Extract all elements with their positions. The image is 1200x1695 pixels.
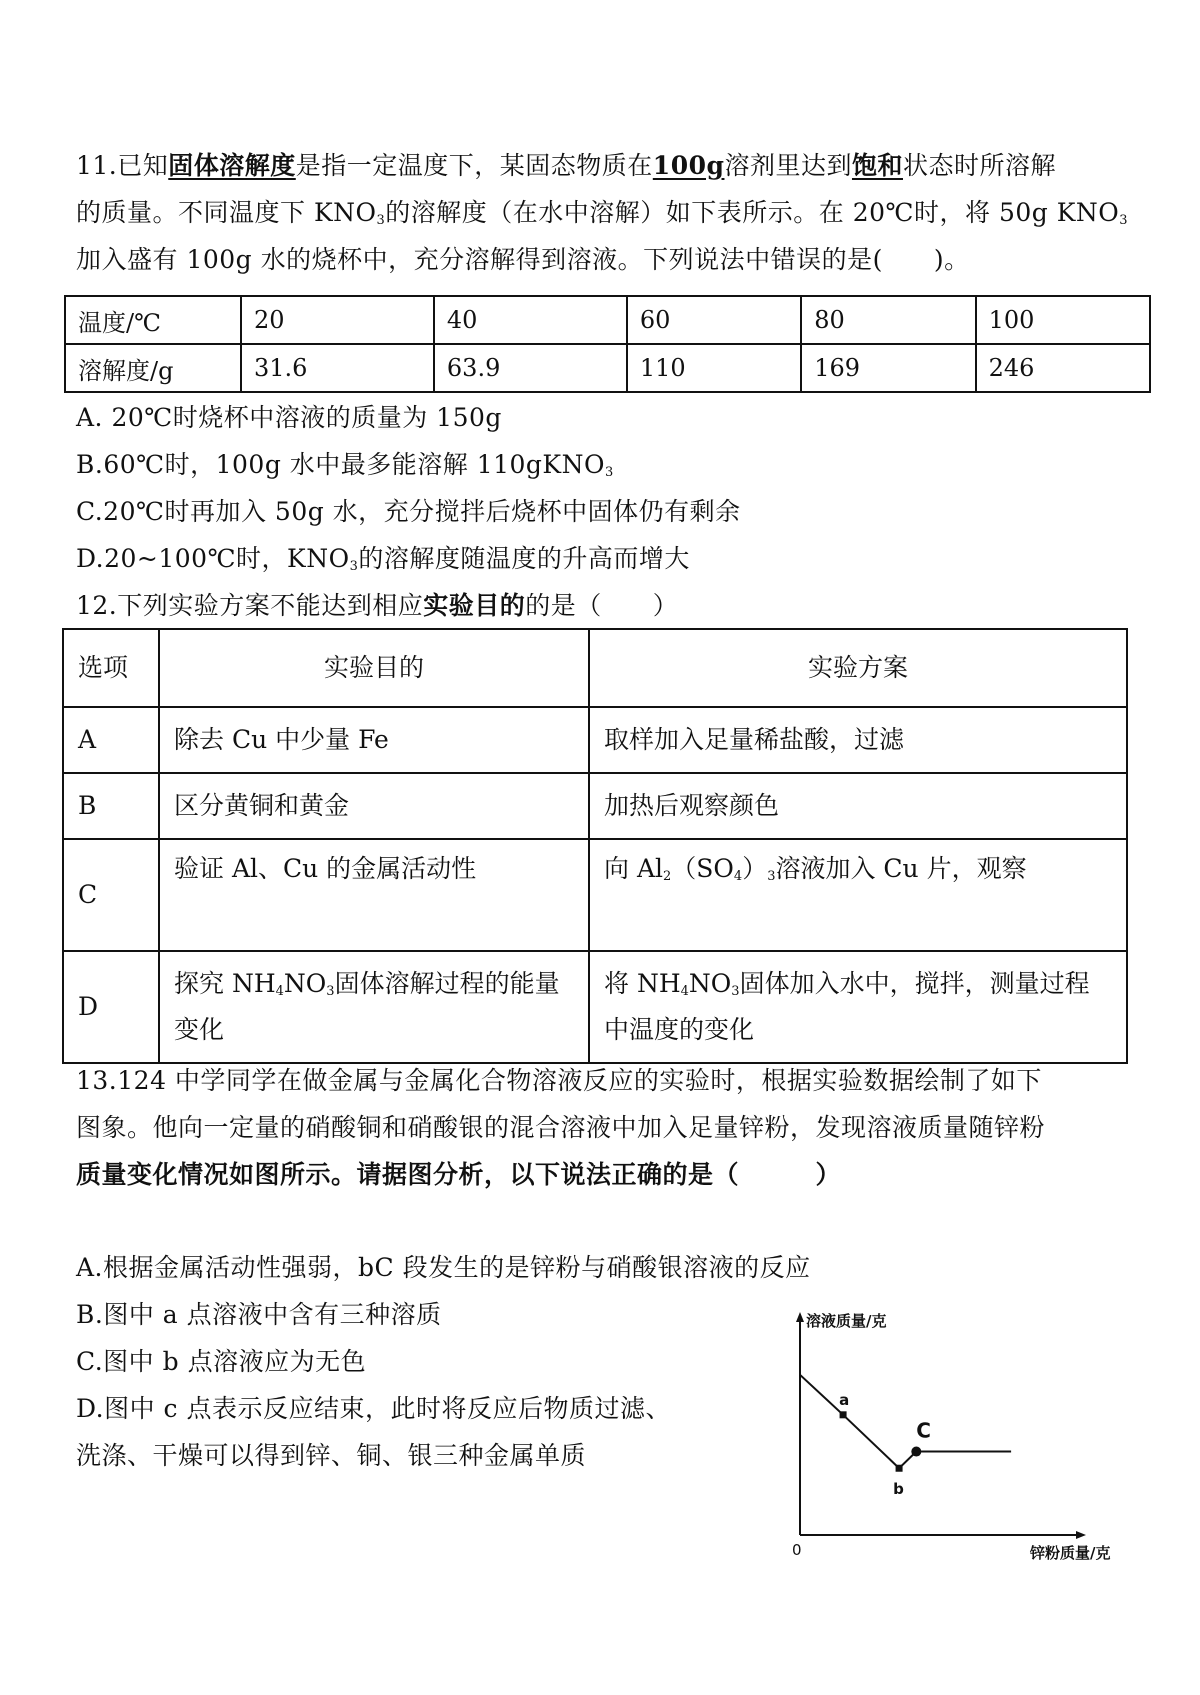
q13-stem-line2: 图象。他向一定量的硝酸铜和硝酸银的混合溶液中加入足量锌粉，发现溶液质量随锌粉 <box>76 1113 1046 1142</box>
q11-option-d: D.20~100℃时，$KNO_3$的溶解度随温度的升高而增大 <box>76 544 690 574</box>
table-row <box>63 951 1127 1063</box>
row-option: B <box>63 773 159 839</box>
q13-option-d-line2: 洗涤、干燥可以得到锌、铜、银三种金属单质 <box>76 1441 587 1470</box>
y-axis-arrow <box>796 1312 804 1322</box>
q11-option-a: A. 20℃时烧杯中溶液的质量为 150g <box>76 403 502 432</box>
row-goal: 区分黄铜和黄金 <box>159 773 589 839</box>
point-marker-c <box>911 1447 921 1457</box>
row-plan: 加热后观察颜色 <box>589 773 1127 839</box>
table-cell: 100 <box>976 296 1150 344</box>
y-axis-label: 溶液质量/克 <box>806 1312 887 1330</box>
table-cell: 温度/℃ <box>65 296 241 344</box>
table-cell: 110 <box>627 344 801 392</box>
q11-stem-line3: 加入盛有 100g 水的烧杯中，充分溶解得到溶液。下列说法中错误的是( )。 <box>76 245 970 274</box>
origin-label: 0 <box>792 1541 802 1559</box>
point-label-a: a <box>839 1390 850 1409</box>
row-goal: 验证 Al、Cu 的金属活动性 <box>159 839 589 951</box>
table-row <box>63 773 1127 839</box>
q13-option-a: A.根据金属活动性强弱，bC 段发生的是锌粉与硝酸银溶液的反应 <box>76 1253 811 1282</box>
point-marker-b <box>896 1465 903 1472</box>
table-cell: 20 <box>241 296 434 344</box>
table-cell: 63.9 <box>434 344 627 392</box>
table-cell: 31.6 <box>241 344 434 392</box>
q13-option-d-line1: D.图中 c 点表示反应结束，此时将反应后物质过滤、 <box>76 1394 671 1423</box>
row-plan: 将 $NH_4NO_3$固体加入水中，搅拌，测量过程中温度的变化 <box>589 951 1127 1063</box>
row-plan: 向 $Al_2(SO_4)_3$溶液加入 Cu 片，观察 <box>589 839 1127 951</box>
point-label-C: C <box>916 1418 931 1443</box>
x-axis-arrow <box>1076 1531 1086 1539</box>
table-row <box>65 344 1150 392</box>
row-option: A <box>63 707 159 773</box>
q13-option-b: B.图中 a 点溶液中含有三种溶质 <box>76 1300 442 1329</box>
header-plan: 实验方案 <box>589 629 1127 707</box>
header-option: 选项 <box>63 629 159 707</box>
table-cell: 溶解度/g <box>65 344 241 392</box>
row-option: D <box>63 951 159 1063</box>
row-plan: 取样加入足量稀盐酸，过滤 <box>589 707 1127 773</box>
header-goal: 实验目的 <box>159 629 589 707</box>
row-goal: 探究 $NH_4NO_3$固体溶解过程的能量变化 <box>159 951 589 1063</box>
q12-stem: 12.下列实验方案不能达到相应实验目的的是（ ） <box>76 591 679 620</box>
row-option: C <box>63 839 159 951</box>
q11-option-b: B.60℃时，100g 水中最多能溶解 110gKNO$_3$ <box>76 450 614 480</box>
table-row <box>65 296 1150 344</box>
solution-mass-chart <box>780 1310 1140 1560</box>
table-cell: 246 <box>976 344 1150 392</box>
q13-stem-line1: 13.124 中学同学在做金属与金属化合物溶液反应的实验时，根据实验数据绘制了如下 <box>76 1066 1042 1095</box>
table-cell: 80 <box>801 296 975 344</box>
table-cell: 169 <box>801 344 975 392</box>
q13-stem-line3: 质量变化情况如图所示。请据图分析，以下说法正确的是（ ） <box>76 1160 842 1189</box>
row-goal: 除去 Cu 中少量 Fe <box>159 707 589 773</box>
table-cell: 40 <box>434 296 627 344</box>
table-cell: 60 <box>627 296 801 344</box>
q11-stem-line2: 的质量。不同温度下 $KNO_3$的溶解度（在水中溶解）如下表所示。在 20℃时，将 50g $KNO_3$ <box>76 198 1129 228</box>
table-header-row <box>63 629 1127 707</box>
q12-experiment-table <box>62 628 1128 1064</box>
q11-solubility-table <box>64 295 1151 393</box>
q11-option-c: C.20℃时再加入 50g 水，充分搅拌后烧杯中固体仍有剩余 <box>76 497 741 526</box>
series-line <box>800 1375 1011 1468</box>
table-row <box>63 707 1127 773</box>
point-marker-a <box>840 1411 847 1418</box>
point-label-b: b <box>893 1480 904 1499</box>
table-row <box>63 839 1127 951</box>
x-axis-label: 锌粉质量/克 <box>1030 1544 1111 1560</box>
q11-stem-line1: 11.已知固体溶解度是指一定温度下，某固态物质在100g溶剂里达到饱和状态时所溶解 <box>76 151 1057 180</box>
q13-option-c: C.图中 b 点溶液应为无色 <box>76 1347 367 1376</box>
point-marks <box>839 1391 931 1498</box>
